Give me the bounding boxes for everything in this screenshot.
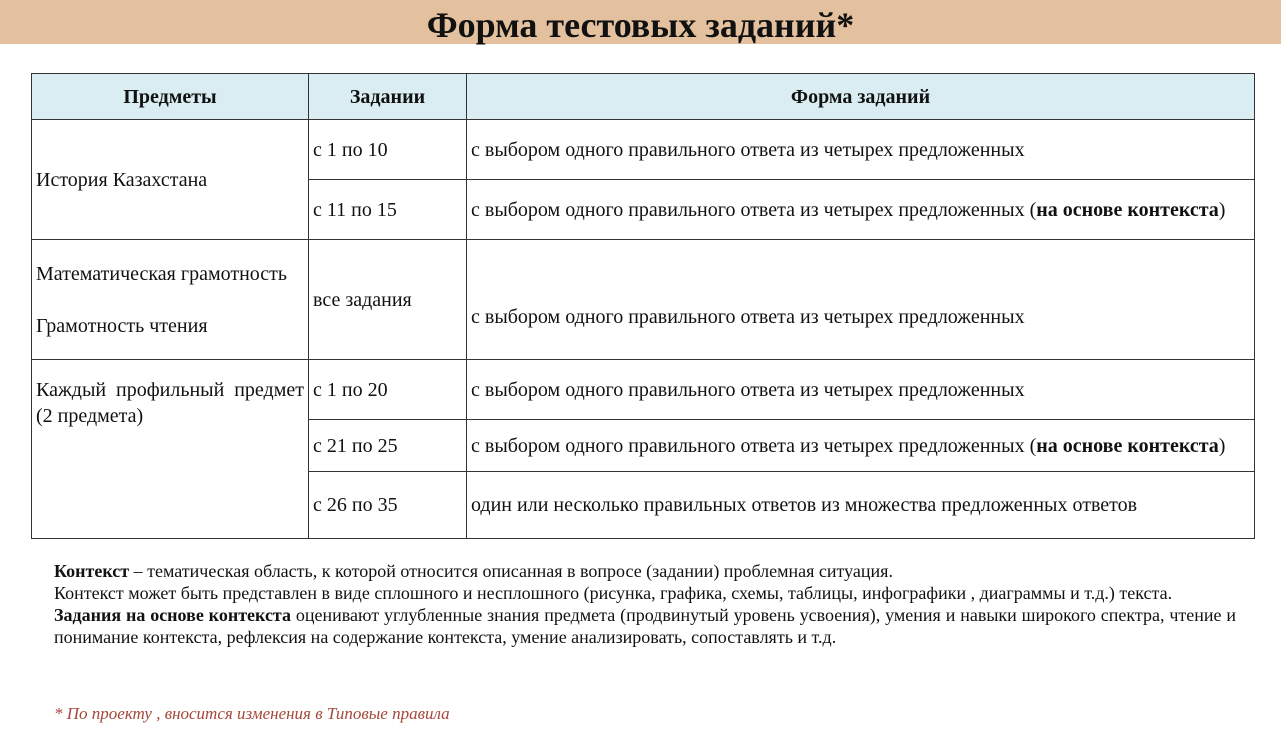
range-cell: с 11 по 15 — [309, 180, 467, 240]
table-row — [32, 360, 1255, 420]
form-text: с выбором одного правильного ответа из четырех предложенных ( — [471, 198, 1037, 221]
form-cell — [467, 180, 1255, 240]
range-cell: с 1 по 10 — [309, 120, 467, 180]
form-text-end: ) — [1218, 434, 1226, 457]
form-cell: один или несколько правильных ответов из множества предложенных ответов — [467, 472, 1255, 539]
subject-math-literacy: Математическая грамотность — [36, 262, 288, 285]
form-cell: с выбором одного правильного ответа из четырех предложенных — [467, 120, 1255, 180]
form-cell: с выбором одного правильного ответа из четырех предложенных — [467, 360, 1255, 420]
form-cell — [467, 420, 1255, 472]
subject-profile-text: Каждый профильный предмет (2 предмета) — [36, 379, 304, 427]
note-tasks-term: Задания на основе контекста — [54, 605, 291, 625]
subject-reading-literacy: Грамотность чтения — [36, 314, 208, 337]
subject-cell-literacy — [32, 240, 309, 360]
note-context-def: – тематическая область, к которой относится описанная в вопросе (задании) проблемная ситуация. — [129, 561, 893, 581]
note-context-term: Контекст — [54, 561, 130, 581]
footnote: * По проекту , вносится изменения в Типовые правила — [54, 704, 450, 723]
form-text-bold: на основе контекста — [1036, 198, 1219, 221]
form-text-end: ) — [1218, 198, 1226, 221]
form-text-bold: на основе контекста — [1036, 434, 1219, 457]
header-tasks: Задании — [309, 74, 467, 120]
note-context — [54, 560, 1236, 582]
table-header-row — [32, 74, 1255, 120]
range-cell: с 21 по 25 — [309, 420, 467, 472]
header-form: Форма заданий — [467, 74, 1255, 120]
page-title: Форма тестовых заданий* — [426, 5, 855, 45]
notes-block — [54, 560, 1236, 648]
form-text: с выбором одного правильного ответа из четырех предложенных ( — [471, 434, 1037, 457]
subject-spacer — [36, 287, 304, 313]
subject-cell-history: История Казахстана — [32, 120, 309, 240]
range-cell: все задания — [309, 240, 467, 360]
range-cell: с 1 по 20 — [309, 360, 467, 420]
table-row — [32, 240, 1255, 360]
note-tasks-def: оценивают углубленные знания предмета (продвинутый уровень усвоения), умения и навыки широкого спектра, чтение и понимание контекста, рефлексия на содержание контекста, умение анализировать, сопоставлять и т.д. — [54, 605, 1237, 647]
subject-cell-profile — [32, 360, 309, 539]
table-row — [32, 120, 1255, 180]
header-subjects: Предметы — [32, 74, 309, 120]
test-forms-table — [31, 73, 1255, 539]
note-tasks — [54, 604, 1236, 648]
note-context-forms: Контекст может быть представлен в виде сплошного и несплошного (рисунка, графика, схемы, таблицы, инфографики , диаграммы и т.д.) текста. — [54, 583, 1173, 603]
range-cell: с 26 по 35 — [309, 472, 467, 539]
form-cell: с выбором одного правильного ответа из четырех предложенных — [467, 240, 1255, 360]
